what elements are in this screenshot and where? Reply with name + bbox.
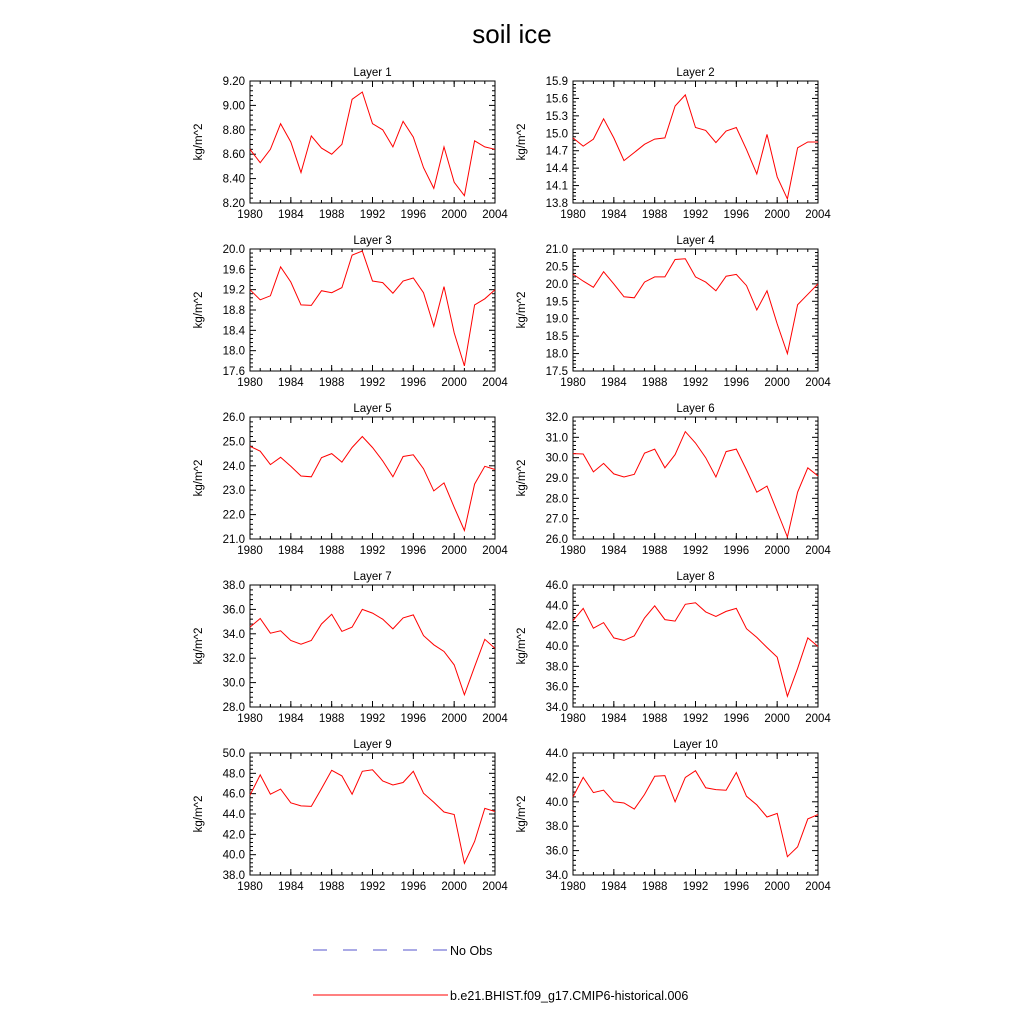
x-tick-label: 1980 [560, 881, 586, 893]
x-tick-label: 1980 [237, 545, 263, 557]
x-tick-label: 1980 [237, 881, 263, 893]
y-tick-label: 14.1 [545, 180, 568, 193]
x-tick-label: 1996 [400, 209, 427, 221]
y-tick-label: 8.40 [222, 173, 245, 186]
x-tick-label: 1996 [400, 881, 427, 893]
y-tick-label: 9.00 [222, 100, 245, 113]
panel-title: Layer 4 [676, 235, 715, 247]
x-tick-label: 2004 [482, 545, 508, 557]
plot-frame [250, 753, 495, 875]
y-tick-label: 34.0 [545, 702, 568, 714]
series-line [250, 251, 495, 366]
y-tick-label: 18.0 [222, 345, 245, 358]
x-tick-label: 1996 [723, 209, 750, 221]
x-tick-label: 1992 [359, 545, 386, 557]
x-tick-label: 1992 [682, 545, 709, 557]
x-tick-label: 1996 [723, 713, 750, 725]
y-axis-label: kg/m^2 [193, 291, 205, 329]
panel-title: Layer 10 [673, 739, 718, 751]
x-tick-label: 2004 [805, 713, 831, 725]
y-tick-label: 50.0 [222, 748, 245, 760]
x-tick-label: 1992 [682, 209, 709, 221]
x-tick-label: 1988 [318, 881, 345, 893]
x-tick-label: 1980 [237, 377, 263, 389]
y-axis-label: kg/m^2 [516, 123, 528, 161]
x-tick-label: 2000 [764, 377, 790, 389]
x-tick-label: 1980 [560, 545, 586, 557]
y-axis-label: kg/m^2 [516, 291, 528, 329]
x-tick-label: 2004 [482, 377, 508, 389]
x-tick-label: 2000 [441, 377, 467, 389]
y-axis-label: kg/m^2 [193, 627, 205, 665]
y-tick-label: 31.0 [545, 432, 568, 445]
series-line [250, 770, 495, 864]
x-tick-label: 2004 [482, 209, 508, 221]
x-tick-label: 1988 [318, 377, 345, 389]
panel-title: Layer 8 [676, 571, 715, 583]
y-tick-label: 36.0 [222, 604, 245, 617]
y-tick-label: 28.0 [222, 702, 245, 714]
y-tick-label: 23.0 [222, 485, 245, 498]
plot-frame [250, 81, 495, 203]
x-tick-label: 1984 [278, 209, 304, 221]
y-tick-label: 36.0 [545, 845, 568, 858]
panels [193, 67, 831, 893]
panel-title: Layer 3 [353, 235, 392, 247]
x-tick-label: 1992 [359, 881, 386, 893]
series-line [573, 432, 818, 537]
y-tick-label: 44.0 [545, 600, 568, 613]
panel-title: Layer 2 [676, 67, 715, 79]
y-tick-label: 15.0 [545, 128, 568, 141]
x-tick-label: 2004 [482, 713, 508, 725]
y-tick-label: 38.0 [222, 580, 245, 592]
y-tick-label: 18.5 [545, 331, 568, 344]
y-axis-label: kg/m^2 [516, 795, 528, 833]
x-tick-label: 1984 [278, 881, 304, 893]
y-tick-label: 13.8 [545, 198, 568, 210]
x-tick-label: 1980 [560, 713, 586, 725]
x-tick-label: 1980 [560, 377, 586, 389]
y-tick-label: 27.0 [545, 513, 568, 526]
y-tick-label: 42.0 [545, 772, 568, 785]
x-tick-label: 1988 [641, 881, 668, 893]
series-line [250, 437, 495, 531]
y-tick-label: 17.5 [545, 366, 568, 378]
y-tick-label: 19.2 [222, 284, 245, 297]
y-tick-label: 20.0 [545, 278, 568, 291]
y-tick-label: 40.0 [545, 641, 568, 653]
x-tick-label: 1980 [237, 209, 263, 221]
x-tick-label: 1996 [400, 713, 427, 725]
plot-frame [573, 249, 818, 371]
series-line [573, 771, 818, 857]
y-tick-label: 9.20 [222, 76, 245, 88]
y-tick-label: 34.0 [545, 870, 568, 882]
y-tick-label: 28.0 [545, 493, 568, 506]
y-tick-label: 42.0 [222, 829, 245, 842]
series-line [573, 95, 818, 199]
y-tick-label: 18.0 [545, 348, 568, 361]
y-tick-label: 19.0 [545, 313, 568, 326]
y-tick-label: 40.0 [222, 849, 245, 862]
y-tick-label: 8.20 [222, 198, 245, 210]
y-tick-label: 32.0 [545, 412, 568, 424]
x-tick-label: 1992 [359, 713, 386, 725]
y-tick-label: 14.4 [545, 163, 568, 176]
x-tick-label: 2000 [764, 881, 790, 893]
x-tick-label: 1980 [237, 713, 263, 725]
x-tick-label: 1988 [641, 545, 668, 557]
y-tick-label: 14.7 [545, 145, 568, 158]
x-tick-label: 1992 [682, 713, 709, 725]
x-tick-label: 1984 [278, 377, 304, 389]
y-tick-label: 18.8 [222, 305, 245, 317]
y-axis-label: kg/m^2 [193, 459, 205, 497]
x-tick-label: 1984 [278, 713, 304, 725]
y-tick-label: 19.5 [545, 296, 568, 309]
x-tick-label: 1996 [400, 377, 427, 389]
panel-layer-9 [193, 739, 508, 893]
x-tick-label: 1992 [359, 377, 386, 389]
series-line [250, 609, 495, 694]
plot-frame [250, 249, 495, 371]
x-tick-label: 1988 [318, 545, 345, 557]
y-tick-label: 20.0 [222, 244, 245, 256]
main-title: soil ice [472, 19, 552, 49]
series-line [573, 603, 818, 697]
x-tick-label: 2004 [805, 209, 831, 221]
panel-layer-6 [516, 403, 831, 557]
y-tick-label: 24.0 [222, 460, 245, 473]
x-tick-label: 1984 [601, 545, 627, 557]
panel-layer-7 [193, 571, 508, 725]
legend-model-label: b.e21.BHIST.f09_g17.CMIP6-historical.006 [450, 989, 689, 1003]
x-tick-label: 1988 [641, 209, 668, 221]
y-tick-label: 36.0 [545, 681, 568, 694]
x-tick-label: 2004 [805, 377, 831, 389]
y-axis-label: kg/m^2 [193, 123, 205, 161]
x-tick-label: 1996 [723, 377, 750, 389]
y-tick-label: 15.9 [545, 76, 568, 88]
x-tick-label: 1996 [400, 545, 427, 557]
x-tick-label: 1984 [601, 713, 627, 725]
plot-frame [250, 417, 495, 539]
x-tick-label: 1992 [359, 209, 386, 221]
y-tick-label: 44.0 [222, 809, 245, 821]
y-tick-label: 26.0 [545, 534, 568, 546]
panel-layer-2 [516, 67, 831, 221]
panel-title: Layer 5 [353, 403, 392, 415]
panel-layer-1 [193, 67, 508, 221]
y-tick-label: 21.0 [222, 534, 245, 546]
y-tick-label: 46.0 [222, 788, 245, 801]
y-tick-label: 8.80 [222, 124, 245, 137]
panel-layer-3 [193, 235, 508, 389]
y-tick-label: 46.0 [545, 580, 568, 592]
x-tick-label: 1992 [682, 881, 709, 893]
y-tick-label: 29.0 [545, 473, 568, 485]
x-tick-label: 1988 [318, 209, 345, 221]
y-tick-label: 48.0 [222, 768, 245, 781]
x-tick-label: 1984 [601, 209, 627, 221]
series-line [573, 259, 818, 354]
legend [313, 944, 688, 1003]
y-tick-label: 20.5 [545, 261, 568, 274]
y-tick-label: 40.0 [545, 796, 568, 809]
y-tick-label: 15.3 [545, 110, 568, 123]
y-tick-label: 17.6 [222, 366, 245, 378]
y-tick-label: 32.0 [222, 653, 245, 666]
y-tick-label: 38.0 [222, 870, 245, 882]
panel-layer-8 [516, 571, 831, 725]
y-axis-label: kg/m^2 [516, 627, 528, 665]
panel-title: Layer 9 [353, 739, 392, 751]
panel-layer-10 [516, 739, 831, 893]
y-axis-label: kg/m^2 [193, 795, 205, 833]
y-tick-label: 21.0 [545, 244, 568, 256]
y-tick-label: 38.0 [545, 821, 568, 834]
y-tick-label: 22.0 [222, 509, 245, 522]
y-tick-label: 15.6 [545, 93, 568, 106]
panel-title: Layer 6 [676, 403, 715, 415]
y-tick-label: 34.0 [222, 628, 245, 641]
series-line [250, 92, 495, 196]
x-tick-label: 1984 [601, 881, 627, 893]
y-tick-label: 18.4 [222, 325, 245, 338]
y-tick-label: 44.0 [545, 748, 568, 760]
y-tick-label: 25.0 [222, 436, 245, 449]
y-tick-label: 30.0 [545, 452, 568, 465]
panel-title: Layer 1 [353, 67, 392, 79]
plot-frame [250, 585, 495, 707]
y-tick-label: 38.0 [545, 661, 568, 674]
y-tick-label: 19.6 [222, 264, 245, 277]
x-tick-label: 2004 [482, 881, 508, 893]
x-tick-label: 2000 [764, 209, 790, 221]
x-tick-label: 2000 [441, 545, 467, 557]
y-tick-label: 30.0 [222, 677, 245, 690]
x-tick-label: 1996 [723, 881, 750, 893]
x-tick-label: 1984 [601, 377, 627, 389]
x-tick-label: 2004 [805, 545, 831, 557]
y-tick-label: 42.0 [545, 620, 568, 633]
x-tick-label: 1988 [641, 713, 668, 725]
x-tick-label: 2004 [805, 881, 831, 893]
x-tick-label: 1988 [641, 377, 668, 389]
x-tick-label: 2000 [764, 713, 790, 725]
x-tick-label: 1984 [278, 545, 304, 557]
x-tick-label: 2000 [441, 881, 467, 893]
x-tick-label: 2000 [764, 545, 790, 557]
y-axis-label: kg/m^2 [516, 459, 528, 497]
x-tick-label: 1996 [723, 545, 750, 557]
x-tick-label: 1980 [560, 209, 586, 221]
panel-title: Layer 7 [353, 571, 392, 583]
x-tick-label: 1992 [682, 377, 709, 389]
x-tick-label: 1988 [318, 713, 345, 725]
panel-layer-4 [516, 235, 831, 389]
y-tick-label: 8.60 [222, 149, 245, 162]
x-tick-label: 2000 [441, 713, 467, 725]
panel-layer-5 [193, 403, 508, 557]
x-tick-label: 2000 [441, 209, 467, 221]
legend-obs-label: No Obs [450, 944, 493, 958]
y-tick-label: 26.0 [222, 412, 245, 424]
